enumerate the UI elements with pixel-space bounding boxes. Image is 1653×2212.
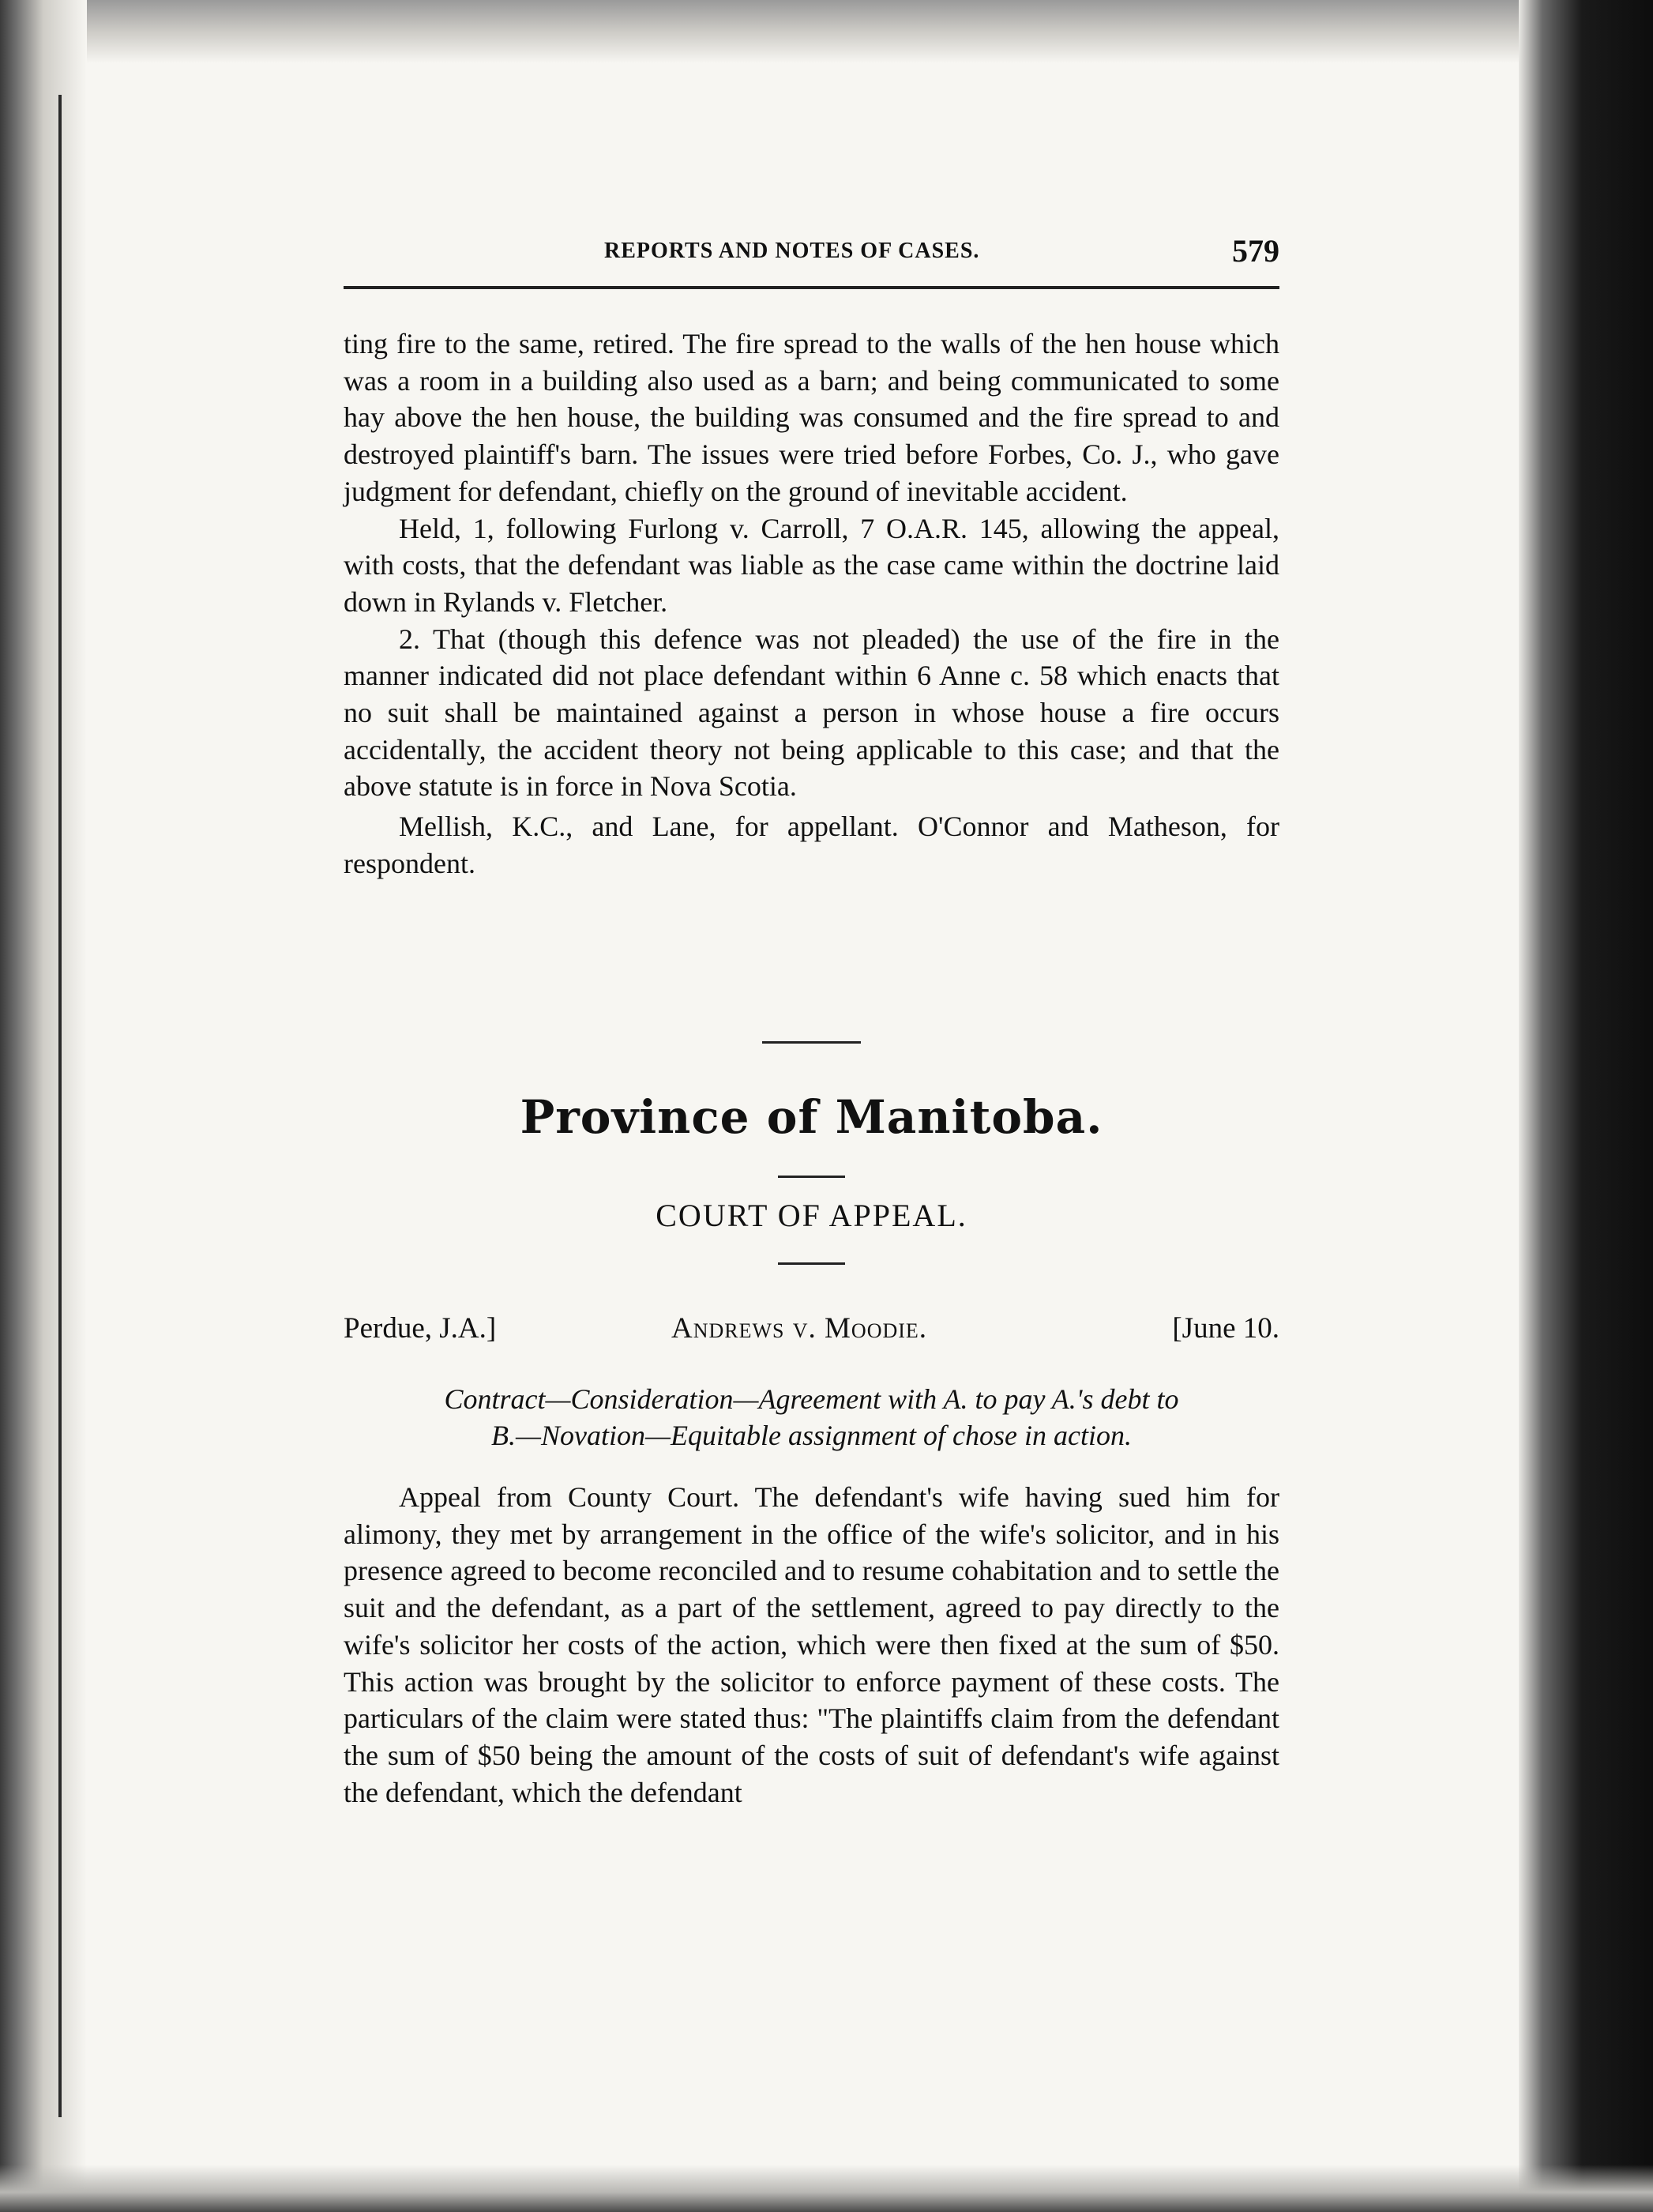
scan-right-edge [1519,0,1653,2212]
scan-left-edge [0,0,87,2212]
case-judge: Perdue, J.A.] [344,1312,497,1345]
headnote [344,1381,1279,1454]
paragraph-second-holding: 2. That (though this defence was not pleaded) the use of the fire in the manner indicated did not place defendant within 6 Anne c. 58 which enacts that no suit shall be maintained against a person in whose house a fire occurs accidentally, the accident theory not being applicable to this case; and that the above statute is in force in Nova Scotia. [344,623,1279,803]
paragraph-held: Held, 1, following Furlong v. Carroll, 7 O.A.R. 145, allowing the appeal, with costs, that the defendant was liable as the case came within the doctrine laid down in Rylands v. Fletcher. [344,512,1279,618]
court-underline-rule [778,1262,845,1265]
case-name: Andrews v. Moodie. [671,1312,928,1345]
section-divider-rule [762,1041,861,1044]
province-underline-rule [778,1176,845,1178]
headnote-line-2: B.—Novation—Equitable assignment of chose in action. [491,1420,1132,1451]
running-head [344,235,1279,267]
top-text-block [344,325,1279,882]
header-rule [344,286,1279,289]
scan-bottom-edge [0,2165,1653,2212]
scan-binding-line [58,95,62,2117]
paragraph-appeal: Appeal from County Court. The defendant's wife having sued him for alimony, they met by arrangement in the office of the wife's solicitor, and in his presence agreed to become reconciled and to resume cohabitation and to settle the suit and the defendant, as a part of the settlement, agreed to pay directly to the wife's solicitor her costs of the action, which were then fixed at the sum of $50. This action was brought by the solicitor to enforce payment of these costs. The particulars of the claim were stated thus: "The plaintiffs claim from the defendant the sum of $50 being the amount of the costs of suit of defendant's wife against the defendant, which the defendant [344,1481,1279,1808]
court-heading: COURT OF APPEAL. [656,1198,967,1233]
case-caption [344,1311,1279,1351]
scan-top-edge [0,0,1653,63]
paragraph-counsel: Mellish, K.C., and Lane, for appellant. O'Connor and Matheson, for respondent. [344,811,1279,879]
running-head-title: REPORTS AND NOTES OF CASES. [604,239,980,263]
province-heading: Province of Manitoba. [520,1090,1103,1144]
case-date: [June 10. [1172,1312,1279,1345]
headnote-line-1: Contract—Consideration—Agreement with A. to pay A.'s debt to [444,1383,1179,1415]
paragraph-continuation: ting fire to the same, retired. The fire spread to the walls of the hen house which was a room in a building also used as a barn; and being communicated to some hay above the hen house, the building was consumed and the fire spread to and destroyed plaintiff's barn. The issues were tried before Forbes, Co. J., who gave judgment for defendant, chiefly on the ground of inevitable accident. [344,328,1279,507]
page-number: 579 [1232,233,1279,269]
main-text-block [344,1479,1279,1811]
